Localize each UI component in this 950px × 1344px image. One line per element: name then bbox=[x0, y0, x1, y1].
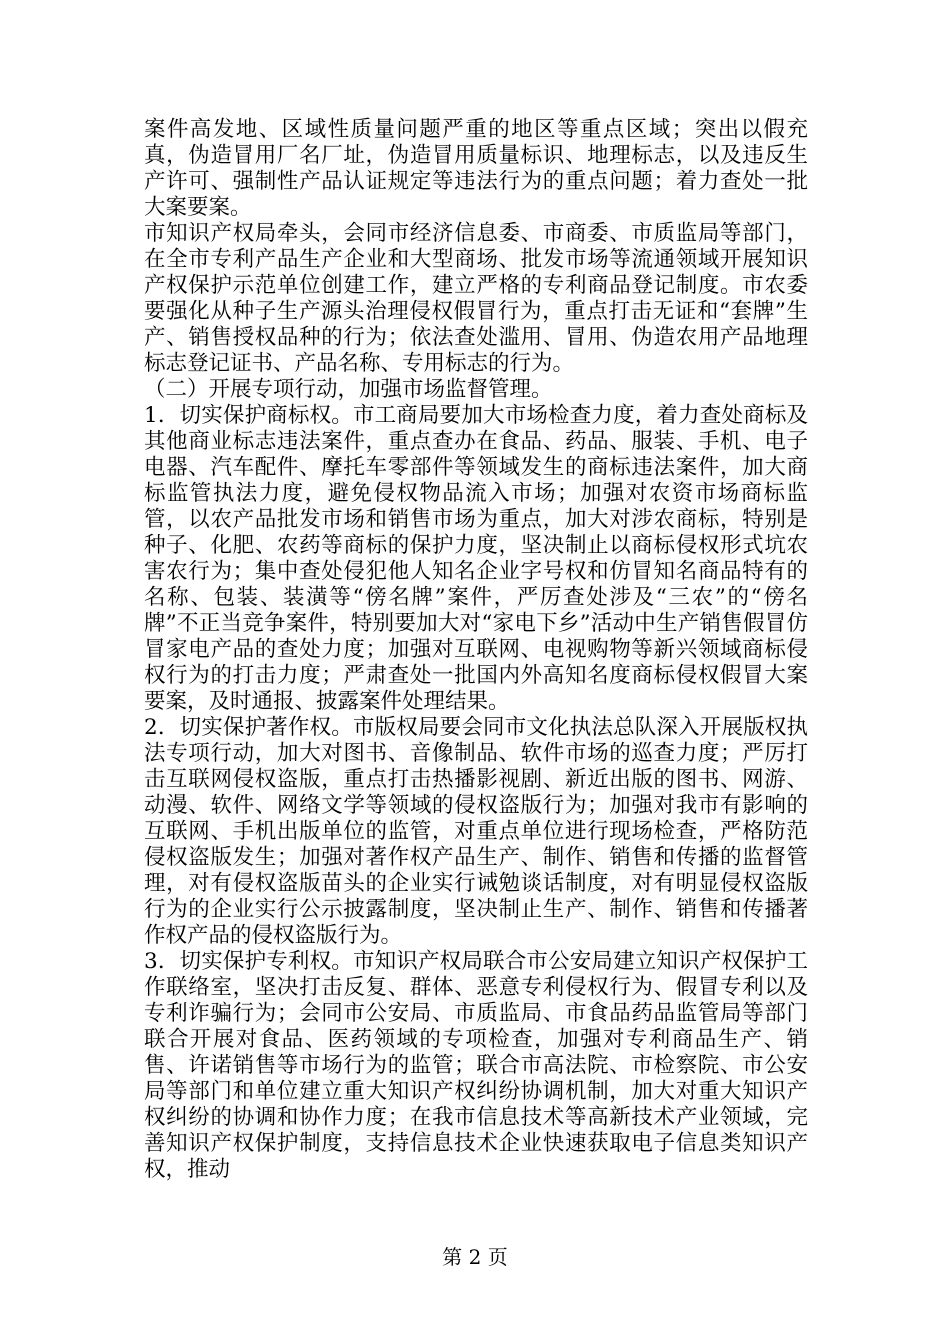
paragraph-1: 案件高发地、区域性质量问题严重的地区等重点区域；突出以假充真，伪造冒用厂名厂址，伪造冒用质量标识、地理标志，以及违反生产许可、强制性产品认证规定等违法行为的重点问题；着力查处一批大案要案。 bbox=[144, 117, 808, 220]
paragraph-copyright: 2．切实保护著作权。市版权局要会同市文化执法总队深入开展版权执法专项行动，加大对图书、音像制品、软件市场的巡查力度；严厉打击互联网侵权盗版，重点打击热播影视剧、新近出版的图书、网游、动漫、软件、网络文学等领域的侵权盗版行为；加强对我市有影响的互联网、手机出版单位的监管，对重点单位进行现场检查，严格防范侵权盗版发生；加强对著作权产品生产、制作、销售和传播的监督管理，对有侵权盗版苗头的企业实行诫勉谈话制度，对有明显侵权盗版行为的企业实行公示披露制度，坚决制止生产、制作、销售和传播著作权产品的侵权盗版行为。 bbox=[144, 715, 808, 948]
document-body bbox=[144, 117, 808, 1183]
paragraph-trademark: 1．切实保护商标权。市工商局要加大市场检查力度，着力查处商标及其他商业标志违法案件，重点查办在食品、药品、服装、手机、电子电器、汽车配件、摩托车零部件等领域发生的商标违法案件，加大商标监管执法力度，避免侵权物品流入市场；加强对农资市场商标监管，以农产品批发市场和销售市场为重点，加大对涉农商标，特别是种子、化肥、农药等商标的保护力度，坚决制止以商标侵权形式坑农害农行为；集中查处侵犯他人知名企业字号权和仿冒知名商品特有的名称、包装、装潢等“傍名牌”案件，严厉查处涉及“三农”的“傍名牌”不正当竞争案件，特别要加大对“家电下乡”活动中生产销售假冒仿冒家电产品的查处力度；加强对互联网、电视购物等新兴领域商标侵权行为的打击力度；严肃查处一批国内外高知名度商标侵权假冒大案要案，及时通报、披露案件处理结果。 bbox=[144, 403, 808, 714]
paragraph-patent: 3．切实保护专利权。市知识产权局联合市公安局建立知识产权保护工作联络室，坚决打击反复、群体、恶意专利侵权行为、假冒专利以及专利诈骗行为；会同市公安局、市质监局、市食品药品监管局等部门联合开展对食品、医药领域的专项检查，加强对专利商品生产、销售、许诺销售等市场行为的监管；联合市高法院、市检察院、市公安局等部门和单位建立重大知识产权纠纷协调机制，加大对重大知识产权纠纷的协调和协作力度；在我市信息技术等高新技术产业领域，完善知识产权保护制度，支持信息技术企业快速获取电子信息类知识产权，推动 bbox=[144, 949, 808, 1182]
paragraph-2: 市知识产权局牵头，会同市经济信息委、市商委、市质监局等部门，在全市专利产品生产企业和大型商场、批发市场等流通领域开展知识产权保护示范单位创建工作，建立严格的专利商品登记制度。市农委要强化从种子生产源头治理侵权假冒行为，重点打击无证和“套牌”生产、销售授权品种的行为；依法查处滥用、冒用、伪造农用产品地理标志登记证书、产品名称、专用标志的行为。 bbox=[144, 221, 808, 376]
section-heading: （二）开展专项行动，加强市场监督管理。 bbox=[144, 377, 553, 402]
page-number: 第 2 页 bbox=[442, 1245, 508, 1269]
